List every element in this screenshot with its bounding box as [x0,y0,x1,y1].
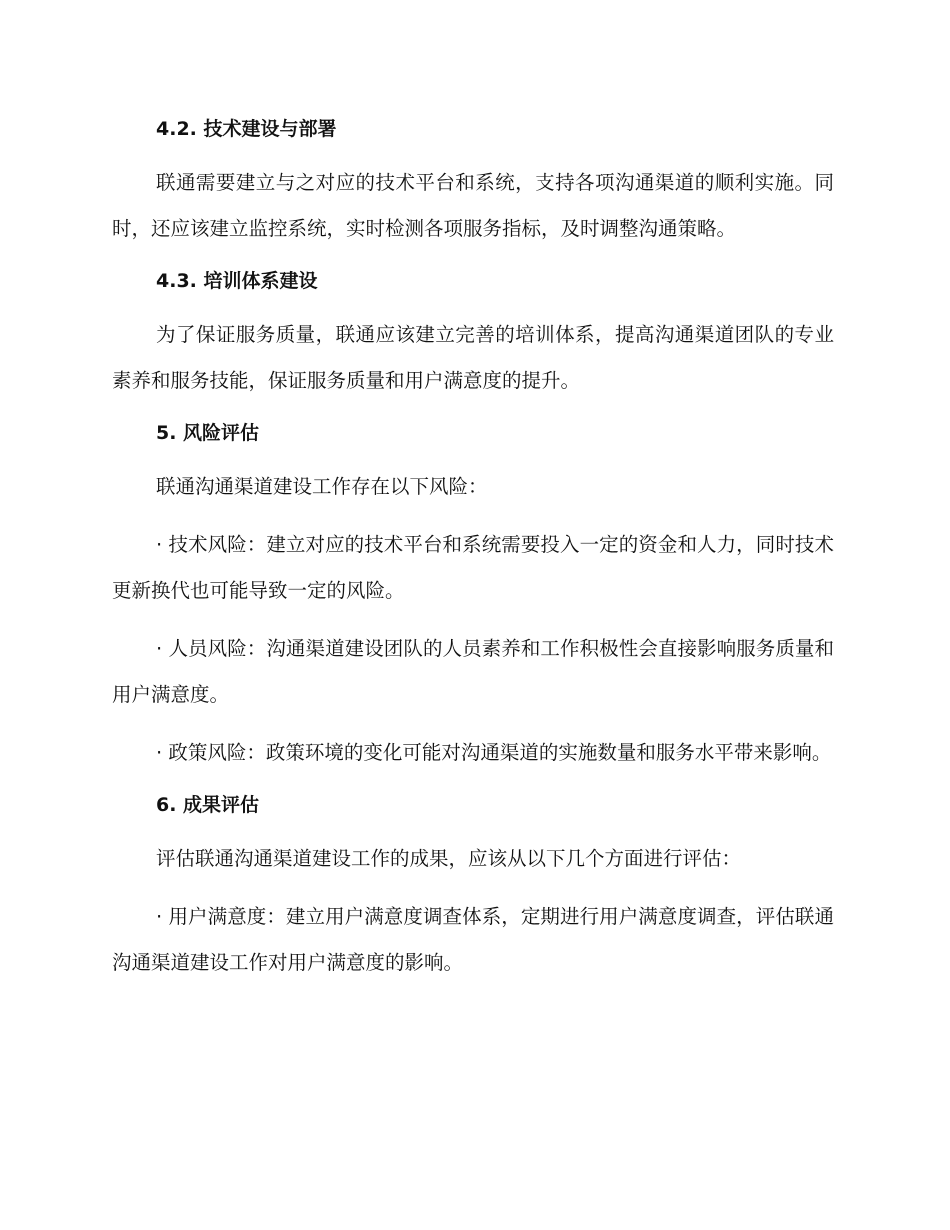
list-item-user-satisfaction: · 用户满意度：建立用户满意度调查体系，定期进行用户满意度调查，评估联通沟通渠道建设工作对用户满意度的影响。 [112,905,834,974]
section-heading-4-2: 4.2. 技术建设与部署 [156,118,337,140]
document-body [112,112,834,998]
paragraph-risk-intro: 联通沟通渠道建设工作存在以下风险： [156,475,488,498]
section-heading-6: 6. 成果评估 [156,794,260,816]
section-heading-5: 5. 风险评估 [156,422,260,444]
list-item-policy-risk: · 政策风险：政策环境的变化可能对沟通渠道的实施数量和服务水平带来影响。 [156,741,832,764]
paragraph-outcome-intro: 评估联通沟通渠道建设工作的成果，应该从以下几个方面进行评估： [156,847,742,870]
paragraph-tech-deployment: 联通需要建立与之对应的技术平台和系统，支持各项沟通渠道的顺利实施。同时，还应该建立监控系统，实时检测各项服务指标，及时调整沟通策略。 [112,171,834,240]
list-item-personnel-risk: · 人员风险：沟通渠道建设团队的人员素养和工作积极性会直接影响服务质量和用户满意度。 [112,637,834,706]
list-item-tech-risk: · 技术风险：建立对应的技术平台和系统需要投入一定的资金和人力，同时技术更新换代也可能导致一定的风险。 [112,533,834,602]
section-heading-4-3: 4.3. 培训体系建设 [156,270,318,292]
paragraph-training-system: 为了保证服务质量，联通应该建立完善的培训体系，提高沟通渠道团队的专业素养和服务技能，保证服务质量和用户满意度的提升。 [112,323,834,392]
